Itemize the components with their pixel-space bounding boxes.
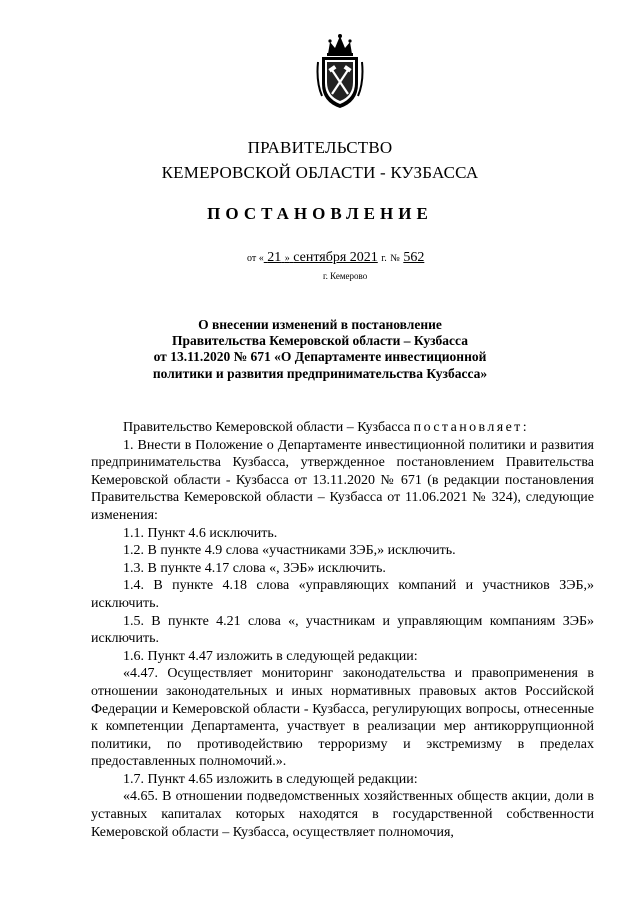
number-sign: № — [390, 253, 400, 264]
authority-name-line-1: ПРАВИТЕЛЬСТВО — [247, 138, 393, 157]
paragraph-1-7: 1.7. Пункт 4.65 изложить в следующей редакции: — [123, 771, 418, 787]
document-type-heading: ПОСТАНОВЛЕНИЕ — [207, 204, 433, 223]
title-line-1: О внесении изменений в постановление — [198, 317, 442, 332]
paragraph-1: 1. Внести в Положение о Департаменте инвестиционной политики и развития предпринимательства Кузбасса, утвержденное постановлением Правительства Кемеровской области - Кузбасса от 13.11.2020 № 671 (в редакции постановления Правительства Кемеровской области – Кузбасса от 11.06.2021 № 324), следующие изменения: — [91, 437, 594, 523]
paragraph-4-47-text: «4.47. Осуществляет мониторинг законодательства и правоприменения в отношении законодательных и иных нормативных правовых актов Российской Федерации и Кемеровской области - Кузбасса, регулирующих вопросы, отнесенные к компетенции Департамента, участвует в реализации мер антикоррупционной политики, по противодействию терроризму и экстремизму в пределах предоставленных полномочий.». — [91, 666, 594, 770]
city-label: г. Кемерово — [323, 271, 368, 281]
paragraph-1-2: 1.2. В пункте 4.9 слова «участниками ЗЭБ,» исключить. — [123, 543, 456, 559]
document-date-line — [247, 250, 424, 266]
document-number: 562 — [403, 250, 425, 265]
paragraph-1-4: 1.4. В пункте 4.18 слова «управляющих компаний и участников ЗЭБ,» исключить. — [91, 578, 594, 611]
date-day: 21 » сентября 2021 — [267, 250, 378, 265]
paragraph-1-6: 1.6. Пункт 4.47 изложить в следующей редакции: — [123, 648, 418, 664]
preamble-paragraph: Правительство Кемеровской области – Кузбасса постановляет: — [123, 420, 529, 435]
paragraph-1-5: 1.5. В пункте 4.21 слова «, участникам и управляющим компаниям ЗЭБ» исключить. — [91, 613, 594, 647]
coat-of-arms-emblem — [316, 32, 364, 110]
year-suffix: г. — [381, 253, 387, 264]
paragraph-4-65-text: «4.65. В отношении подведомственных хозяйственных обществ акции, доли в уставных капиталах которых находятся в государственной собственности Кемеровской области – Кузбасса, осуществляет полномочия, — [91, 789, 594, 840]
paragraph-1-3: 1.3. В пункте 4.17 слова «, ЗЭБ» исключить. — [123, 560, 386, 576]
title-line-2: Правительства Кемеровской области – Кузбасса — [172, 333, 468, 348]
paragraph-1-1: 1.1. Пункт 4.6 исключить. — [123, 525, 278, 541]
date-prefix: от « — [247, 253, 264, 264]
authority-name-line-2: КЕМЕРОВСКОЙ ОБЛАСТИ - КУЗБАССА — [161, 163, 479, 182]
title-line-4: политики и развития предпринимательства Кузбасса» — [152, 366, 488, 381]
document-body — [91, 419, 594, 841]
title-line-3: от 13.11.2020 № 671 «О Департаменте инвестиционной — [153, 349, 487, 364]
date-month-year: сентября 2021 — [293, 250, 378, 265]
